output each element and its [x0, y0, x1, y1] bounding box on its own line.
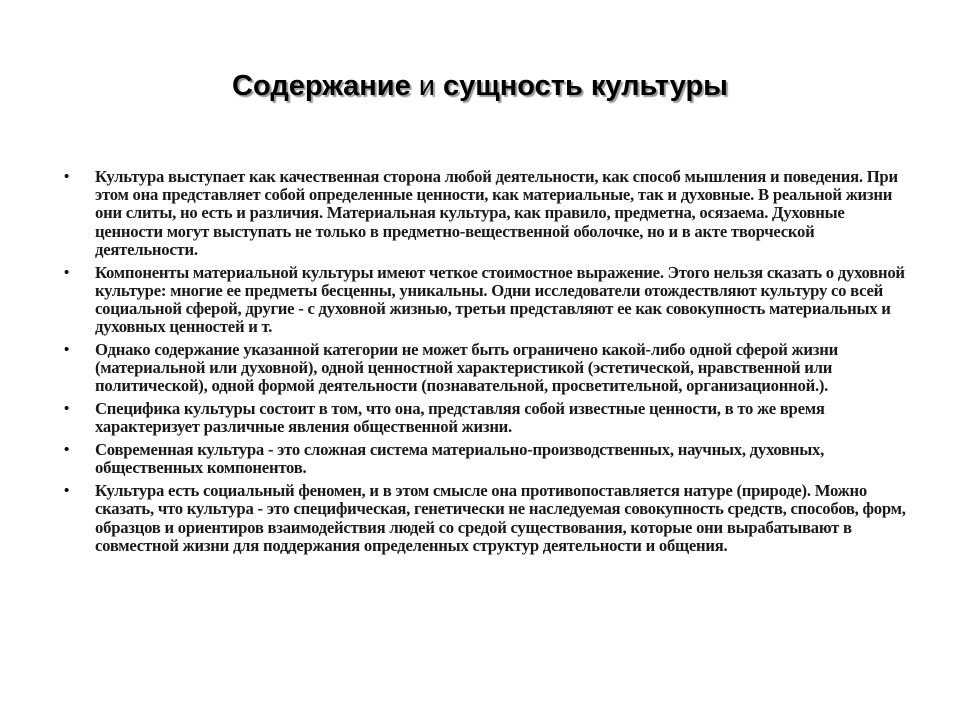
bullet-text: Специфика культуры состоит в том, что она, представляя собой известные ценности, в то же время характеризует различные явления общественной жизни.: [95, 399, 825, 437]
bullet-item: [64, 264, 914, 337]
bullet-icon: •: [64, 482, 70, 500]
title-part-content: Содержание: [232, 70, 411, 102]
bullet-text: Компоненты материальной культуры имеют четкое стоимостное выражение. Этого нельзя сказать о духовной культуре: многие ее предметы бесценны, уникальны. Одни исследователи отождествляют культуру со всей социальной сферой, другие - с духовной жизнью, третьи представляют ее как совокупность материальных и духовных ценностей и т.: [95, 262, 905, 337]
bullet-list: [64, 168, 914, 560]
bullet-text: Современная культура - это сложная система материально-производственных, научных, духовных, общественных компонентов.: [95, 440, 825, 478]
bullet-item: [64, 341, 914, 396]
title-part-essence: сущность культуры: [443, 70, 728, 102]
bullet-icon: •: [64, 441, 70, 459]
bullet-icon: •: [64, 263, 70, 281]
bullet-text: Культура выступает как качественная сторона любой деятельности, как способ мышления и поведения. При этом она представляет собой определенные ценности, как материальные, так и духовные. В реальной жизни они слиты, но есть и различия. Материальная культура, как правило, предметна, осязаема. Духовные ценности могут выступать не только в предметно-вещественной оболочке, но и в акте творческой деятельности.: [95, 167, 898, 259]
bullet-item: [64, 482, 914, 555]
bullet-item: [64, 168, 914, 259]
bullet-text: Однако содержание указанной категории не может быть ограничено какой-либо одной сферой жизни (материальной или духовной), одной ценностной характеристикой (эстетической, нравственной или политической), одной формой деятельности (познавательной, просветительной, организационной.).: [95, 340, 838, 396]
title-part-and: и: [410, 70, 444, 102]
bullet-item: [64, 441, 914, 477]
bullet-text: Культура есть социальный феномен, и в этом смысле она противопоставляется натуре (природе). Можно сказать, что культура - это специфическая, генетически не наследуемая совокупность средств, способов, форм, образцов и ориентиров взаимодействия людей со средой существования, которые они вырабатывают в совместной жизни для поддержания определенных структур деятельности и общения.: [95, 481, 906, 555]
bullet-item: [64, 400, 914, 436]
bullet-icon: •: [64, 341, 70, 359]
bullet-icon: •: [64, 168, 70, 185]
slide-title: [0, 70, 960, 103]
bullet-icon: •: [64, 400, 70, 418]
